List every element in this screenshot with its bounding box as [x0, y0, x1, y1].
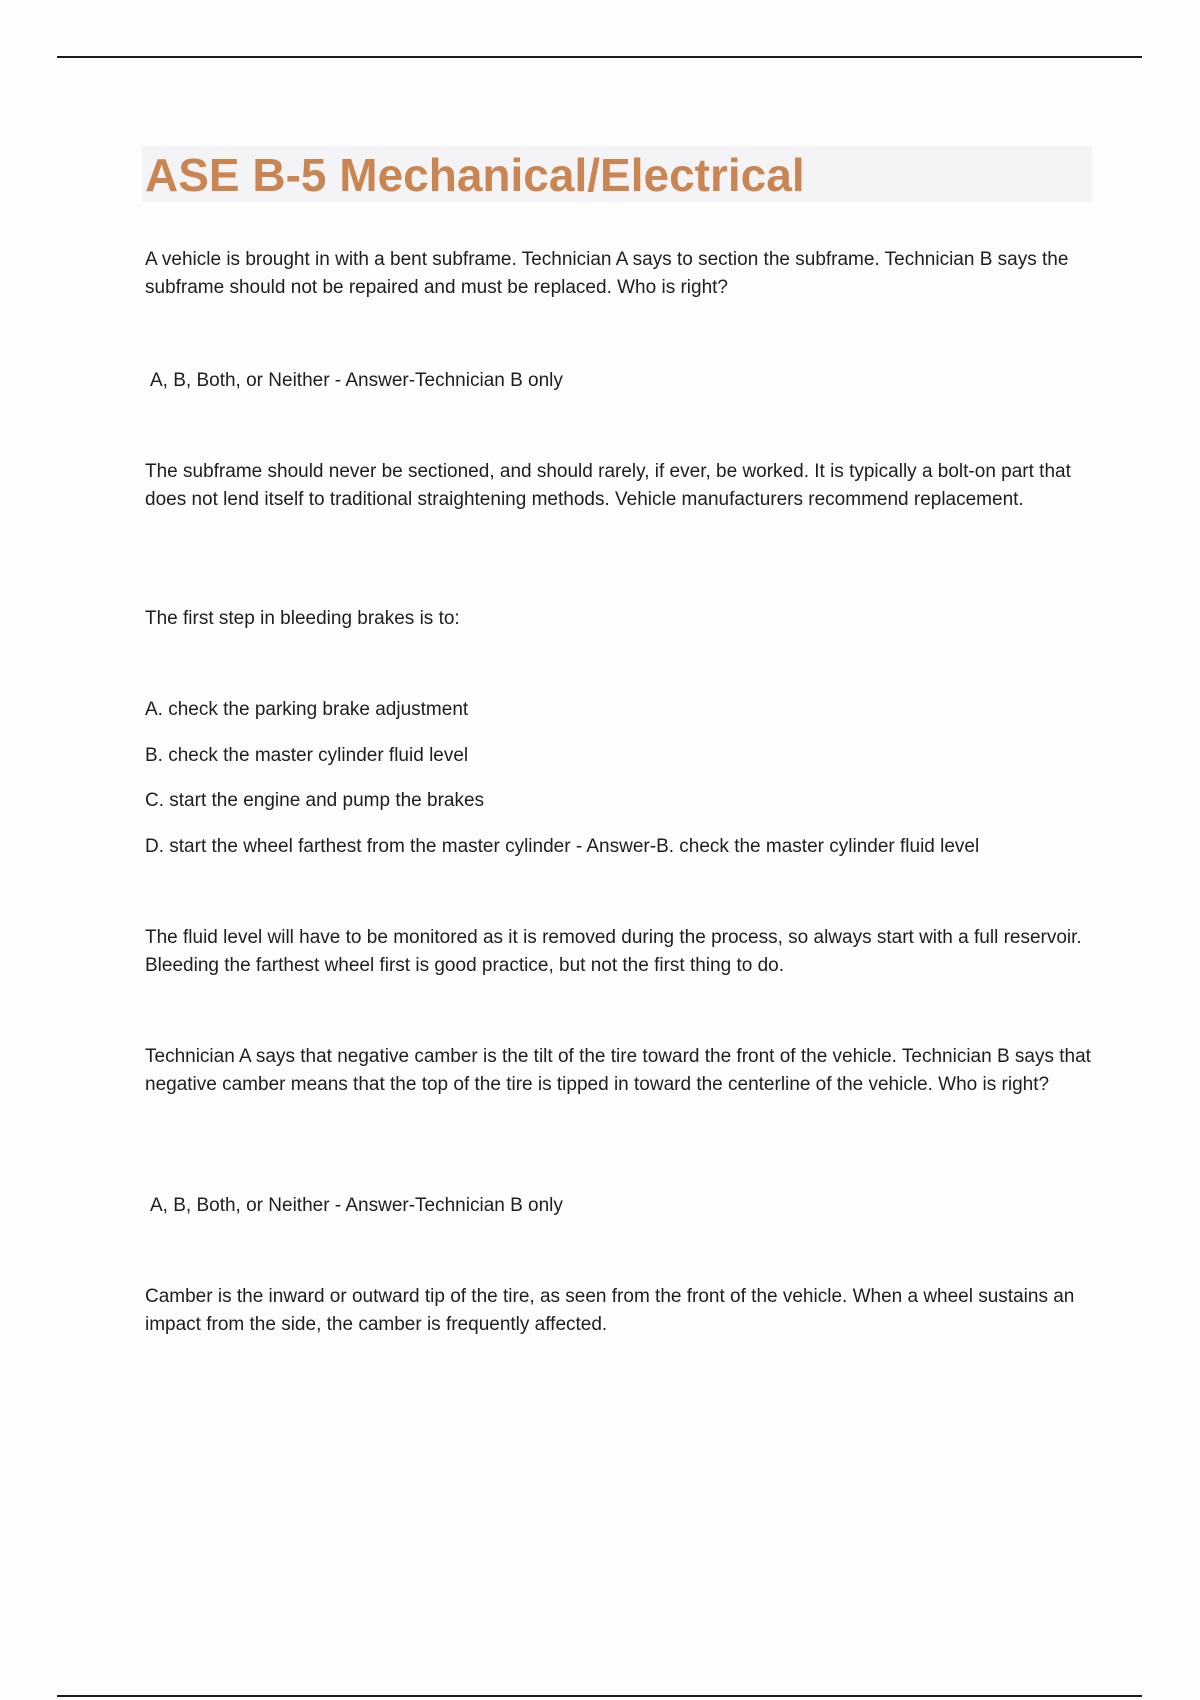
bottom-divider	[57, 1695, 1142, 1697]
answer-3: A, B, Both, or Neither - Answer-Technician B only	[150, 1195, 563, 1216]
explanation-3: Camber is the inward or outward tip of the tire, as seen from the front of the vehicle. When a wheel sustains an impact from the side, the camber is frequently affected.	[145, 1286, 1075, 1335]
question-3: Technician A says that negative camber is the tilt of the tire toward the front of the vehicle. Technician B says that negative camber means that the top of the tire is tipped in toward the centerline of the vehicle. Who is right?	[145, 1046, 1091, 1095]
page-title: ASE B-5 Mechanical/Electrical	[145, 149, 805, 201]
option-d-answer: D. start the wheel farthest from the master cylinder - Answer-B. check the master cylinder fluid level	[145, 836, 980, 857]
question-1: A vehicle is brought in with a bent subframe. Technician A says to section the subframe. Technician B says the subframe should not be repaired and must be replaced. Who is right?	[145, 249, 1069, 298]
answer-1: A, B, Both, or Neither - Answer-Technician B only	[150, 370, 563, 391]
option-c: C. start the engine and pump the brakes	[145, 790, 485, 811]
explanation-2: The fluid level will have to be monitored as it is removed during the process, so always start with a full reservoir. Bleeding the farthest wheel first is good practice, but not the first thing to do.	[145, 927, 1082, 976]
option-b: B. check the master cylinder fluid level	[145, 745, 469, 766]
top-divider	[57, 56, 1142, 58]
explanation-1: The subframe should never be sectioned, and should rarely, if ever, be worked. It is typically a bolt-on part that does not lend itself to traditional straightening methods. Vehicle manufacturers recommend replacement.	[145, 461, 1071, 510]
option-a: A. check the parking brake adjustment	[145, 699, 469, 720]
question-2: The first step in bleeding brakes is to:	[145, 608, 460, 629]
